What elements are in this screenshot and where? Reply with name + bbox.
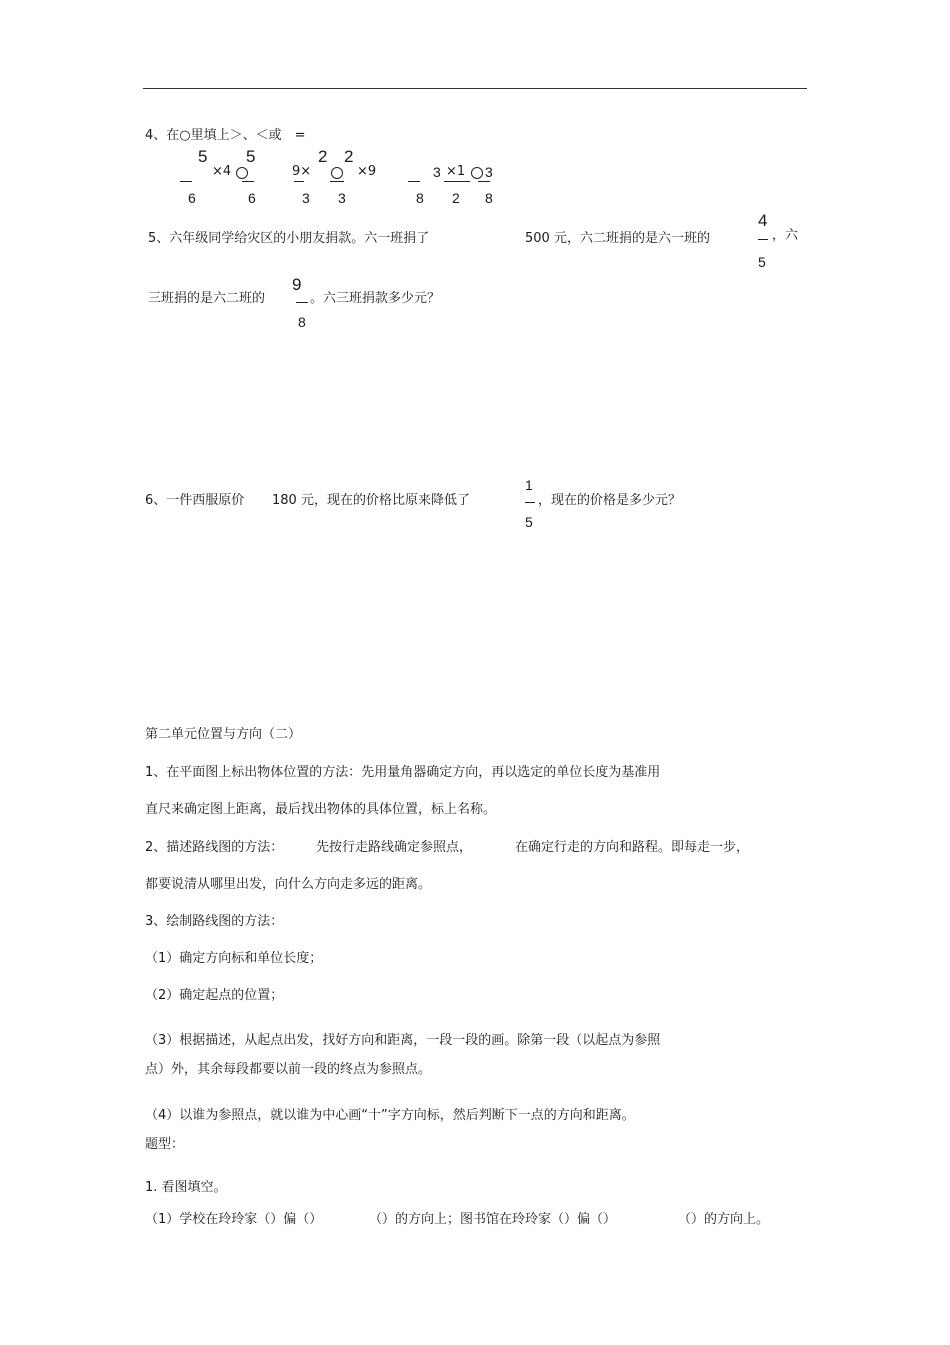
q5-line1-b: 500 元，六二班捐的是六一班的 [525,231,710,246]
q5-fraction2-numerator: 9 [292,275,302,294]
fraction-bar [330,181,344,182]
q6-fraction-numerator: 1 [525,477,533,493]
q4-e1-numerator-1: 5 [198,147,208,166]
fraction-bar [758,239,768,240]
q5-fraction1-numerator: 4 [758,211,768,230]
q4-e2-numerator-2: 2 [344,147,354,166]
header-rule [143,88,807,89]
q6-text-c: ，现在的价格是多少元？ [538,493,682,508]
q4-e3-times: ×1 [446,164,466,179]
unit2-step4: （4）以谁为参照点，就以谁为中心画“十”字方向标，然后判断下一点的方向和距离。 [145,1108,635,1123]
fraction-bar [294,181,304,182]
unit2-title: 第二单元位置与方向（二） [145,727,302,742]
unit2-step1: （1）确定方向标和单位长度； [145,951,323,966]
q4-e2-numerator-1: 2 [318,147,328,166]
fraction-bar [525,502,535,503]
q4-e1-operator: ×4 [212,164,232,179]
q4-heading: 4、在○里填上＞、＜或 = [145,128,306,143]
unit2-point1-line2: 直尺来确定图上距离，最后找出物体的具体位置，标上名称。 [145,802,497,817]
unit2-item1-sub1-b: （）的方向上；图书馆在玲玲家（）偏（） [369,1212,617,1227]
q6-fraction-denominator: 5 [525,514,533,530]
compare-circle-icon[interactable] [471,167,483,179]
unit2-step2: （2）确定起点的位置； [145,988,284,1003]
q4-e2-lead: 9× [292,164,312,179]
q4-e1-denominator-2: 6 [248,190,256,206]
q5-line2-b: 。六三班捐款多少元？ [310,291,441,306]
unit2-question-types: 题型： [145,1137,185,1152]
q4-e2-tail: ×9 [357,164,377,179]
unit2-point2-line2: 都要说清从哪里出发，向什么方向走多远的距离。 [145,877,432,892]
fraction-bar [242,181,254,182]
fraction-bar [296,302,308,303]
unit2-point2-line1-c: 在确定行走的方向和路程。即每走一步， [515,840,750,855]
q5-line2-a: 三班捐的是六二班的 [148,291,266,306]
q6-text-a: 6、一件西服原价 [145,493,245,508]
fraction-bar [408,181,420,182]
q5-fraction1-denominator: 5 [758,254,766,270]
unit2-point3: 3、绘制路线图的方法： [145,914,284,929]
q4-e3-denominator-mid: 2 [452,190,460,206]
unit2-step3-line2: 点）外，其余每段都要以前一段的终点为参照点。 [145,1062,432,1077]
q4-e3-lead: 3 [433,164,441,180]
q4-e3-denominator-lead: 8 [416,190,424,206]
q5-fraction2-denominator: 8 [298,314,306,330]
q5-line1-c: ，六 [772,228,799,243]
q4-e3-denominator-tail: 8 [485,190,493,206]
q6-text-b: 180 元，现在的价格比原来降低了 [272,493,470,508]
q4-e3-tail: 3 [485,164,493,180]
unit2-step3-line1: （3）根据描述，从起点出发，找好方向和距离，一段一段的画。除第一段（以起点为参照 [145,1033,661,1048]
compare-circle-icon[interactable] [331,167,343,179]
q4-e2-denominator-2: 3 [338,190,346,206]
unit2-point2-line1-a: 2、描述路线图的方法： [145,840,284,855]
unit2-point1-line1: 1、在平面图上标出物体位置的方法：先用量角器确定方向，再以选定的单位长度为基准用 [145,765,661,780]
q4-e1-numerator-2: 5 [246,147,256,166]
fraction-bar [478,181,490,182]
q4-e1-denominator-1: 6 [188,190,196,206]
unit2-item1: 1. 看图填空。 [145,1180,227,1195]
fraction-bar [444,181,470,182]
unit2-item1-sub1-c: （）的方向上。 [678,1212,770,1227]
q5-line1-a: 5、六年级同学给灾区的小朋友捐款。六一班捐了 [148,231,430,246]
q4-e2-denominator-1: 3 [302,190,310,206]
fraction-bar [180,181,192,182]
compare-circle-icon[interactable] [236,167,248,179]
unit2-item1-sub1-a: （1）学校在玲玲家（）偏（） [145,1212,323,1227]
unit2-point2-line1-b: 先按行走路线确定参照点， [316,840,473,855]
